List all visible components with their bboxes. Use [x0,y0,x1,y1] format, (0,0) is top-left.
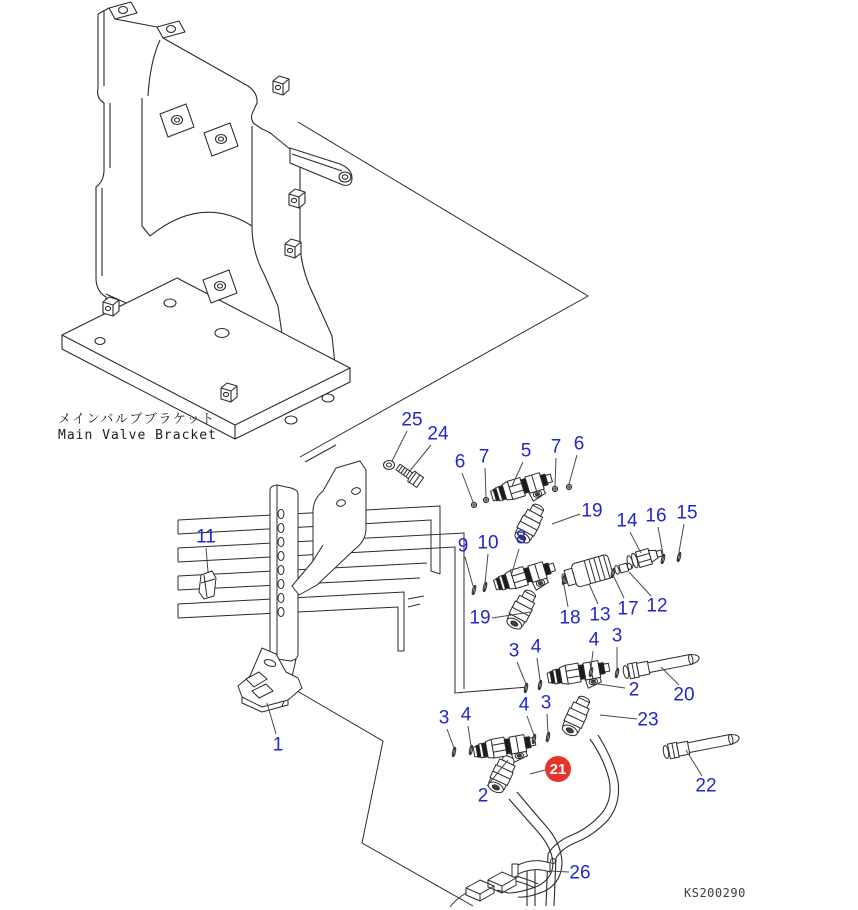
callout-18[interactable]: 18 [559,607,581,629]
leader-line-3 [447,729,454,748]
callout-2[interactable]: 2 [477,785,489,807]
callout-12[interactable]: 12 [646,595,668,617]
drawing-code: KS200290 [684,886,746,900]
callout-4[interactable]: 4 [460,704,472,726]
leader-line-9 [465,557,473,586]
callout-8[interactable]: 8 [515,527,527,549]
callout-22[interactable]: 22 [695,775,717,797]
leader-line-20 [661,667,679,685]
leader-line-25 [392,431,407,461]
drawing-title [58,412,217,444]
callout-14[interactable]: 14 [616,510,638,532]
callout-9[interactable]: 9 [457,535,469,557]
callout-4[interactable]: 4 [530,636,542,658]
callout-5[interactable]: 5 [520,440,532,462]
callout-19[interactable]: 19 [469,607,491,629]
leader-line-18 [564,585,568,607]
leader-line-2 [598,684,625,688]
leader-line-6 [462,473,473,502]
callout-7[interactable]: 7 [550,436,562,458]
leader-line-14 [630,532,641,553]
hose-clamp-and-connectors [450,859,556,908]
callout-2[interactable]: 2 [628,679,640,701]
leader-line-12 [629,572,651,596]
leader-line-4 [527,716,534,735]
callout-highlighted-21[interactable]: 21 [545,756,571,782]
leader-line-7 [485,468,486,497]
callout-3[interactable]: 3 [540,692,552,714]
callout-10[interactable]: 10 [477,532,499,554]
leader-line-4 [468,726,471,746]
callout-3[interactable]: 3 [438,707,450,729]
leader-line-7 [555,458,556,486]
leader-line-4 [537,658,540,680]
callout-4[interactable]: 4 [588,629,600,651]
callout-3[interactable]: 3 [611,625,623,647]
callout-6[interactable]: 6 [454,451,466,473]
main-valve-bracket [62,2,352,439]
leader-line-24 [409,445,431,472]
drawing-title-japanese: メインバルブブラケット [58,412,216,427]
leader-line-6 [569,455,577,484]
leader-line-15 [679,524,684,552]
leader-line-13 [589,584,598,604]
callout-24[interactable]: 24 [427,423,449,445]
callout-20[interactable]: 20 [673,684,695,706]
callout-17[interactable]: 17 [617,598,639,620]
callout-7[interactable]: 7 [478,446,490,468]
callout-6[interactable]: 6 [573,433,585,455]
callout-11[interactable]: 11 [196,526,216,548]
leader-line-3 [517,662,526,684]
leader-line-23 [600,715,637,719]
callout-23[interactable]: 23 [637,709,659,731]
leader-line-1 [267,703,276,734]
callout-13[interactable]: 13 [589,604,611,626]
leader-line-10 [485,554,488,583]
clip-11 [199,571,216,599]
leader-line-3 [547,714,548,733]
leader-line-21 [530,770,545,774]
callout-1[interactable]: 1 [272,734,284,756]
callout-26[interactable]: 26 [569,862,591,884]
bent-mounting-plate [292,461,366,595]
callout-3[interactable]: 3 [508,640,520,662]
callout-4[interactable]: 4 [518,694,530,716]
callout-16[interactable]: 16 [645,505,667,527]
drawing-title-english: Main Valve Bracket [58,428,217,443]
callout-25[interactable]: 25 [401,409,423,431]
leader-line-19 [552,514,580,524]
leader-line-22 [686,750,702,776]
callout-19[interactable]: 19 [581,500,603,522]
callout-15[interactable]: 15 [676,502,698,524]
leader-line-17 [613,575,624,598]
